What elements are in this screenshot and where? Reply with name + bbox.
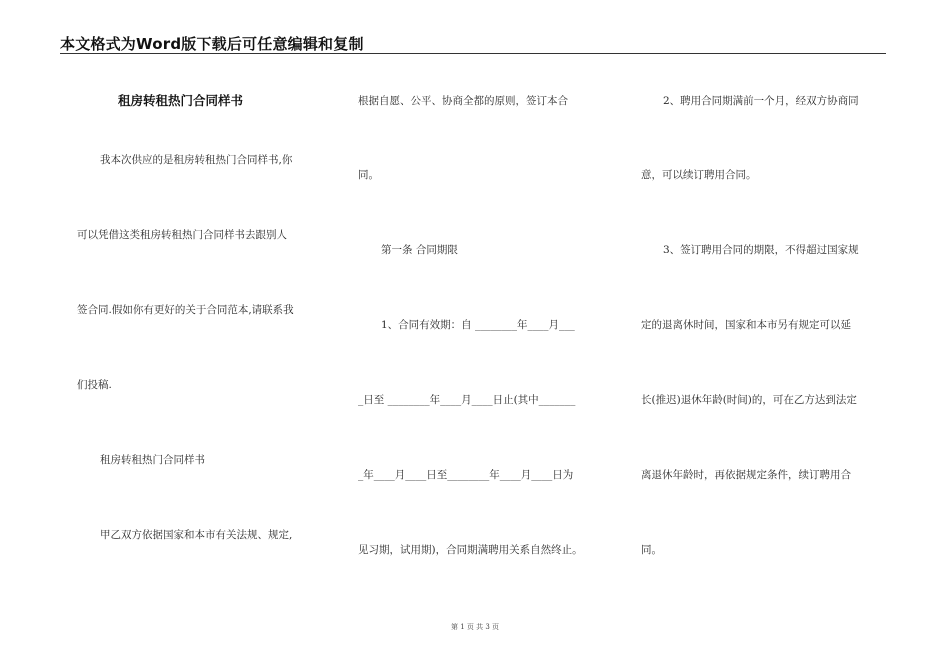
paragraph-line: 甲乙双方依据国家和本市有关法规、规定, bbox=[100, 529, 293, 541]
paragraph-line: _年____月____日至________年____月____日为 bbox=[358, 469, 574, 481]
paragraph-line: 见习期，试用期)，合同期满聘用关系自然终止。 bbox=[358, 544, 583, 556]
paragraph-line: 长(推迟)退休年龄(时间)的，可在乙方达到法定 bbox=[641, 394, 857, 406]
paragraph-line: 3、签订聘用合同的期限，不得超过国家规 bbox=[663, 244, 859, 256]
page-number: 第 1 页 共 3 页 bbox=[450, 623, 500, 631]
paragraph-line: 同。 bbox=[641, 544, 662, 556]
header-divider bbox=[60, 53, 886, 54]
paragraph-line: 同。 bbox=[358, 169, 379, 181]
paragraph-line: _日至 ________年____月____日止(其中_______ bbox=[358, 394, 576, 406]
paragraph-line: 们投稿. bbox=[77, 379, 112, 391]
paragraph-line: 签合同.假如你有更好的关于合同范本,请联系我 bbox=[77, 304, 294, 316]
paragraph-line: 1、合同有效期：自 ________年____月___ bbox=[381, 319, 575, 331]
paragraph-line: 意，可以续订聘用合同。 bbox=[641, 169, 757, 181]
paragraph-line: 可以凭借这类租房转租热门合同样书去跟别人 bbox=[77, 229, 287, 241]
article-heading: 第一条 合同期限 bbox=[381, 244, 458, 256]
document-header: 本文格式为Word版下载后可任意编辑和复制 bbox=[60, 35, 364, 53]
paragraph-line: 根据自愿、公平、协商全都的原则，签订本合 bbox=[358, 95, 568, 107]
document-title: 租房转租热门合同样书 bbox=[118, 93, 244, 108]
paragraph-line: 2、聘用合同期满前一个月，经双方协商同 bbox=[663, 95, 859, 107]
paragraph-line: 离退休年龄时，再依据规定条件，续订聘用合 bbox=[641, 469, 851, 481]
section-heading: 租房转租热门合同样书 bbox=[100, 454, 205, 466]
paragraph-line: 定的退离休时间，国家和本市另有规定可以延 bbox=[641, 319, 851, 331]
paragraph-line: 我本次供应的是租房转租热门合同样书,你 bbox=[100, 154, 293, 166]
